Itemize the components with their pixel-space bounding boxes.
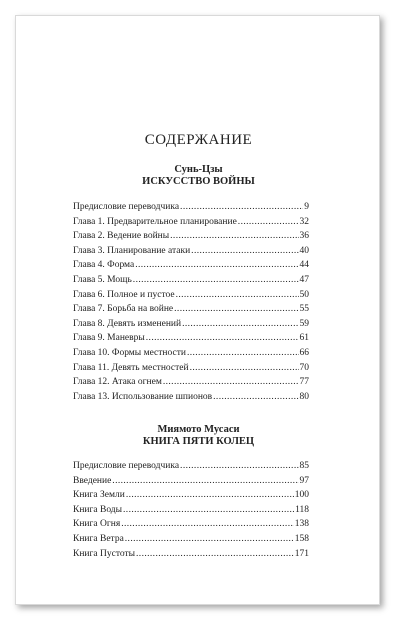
toc-entry — [73, 288, 309, 303]
toc-entry — [73, 302, 309, 317]
toc-entry-label: Глава 4. Форма — [73, 260, 135, 271]
toc-entry-label: Глава 9. Маневры — [73, 333, 145, 344]
toc-entry — [73, 346, 309, 361]
toc-entry-page: 70 — [299, 362, 309, 373]
toc-entry-label: Книга Земли — [73, 490, 125, 501]
toc-entry-label: Книга Воды — [73, 504, 123, 515]
toc-entry — [73, 517, 309, 532]
toc-entry-label: Глава 2. Ведение войны — [73, 231, 170, 242]
toc-entry-label: Глава 7. Борьба на войне — [73, 304, 174, 315]
toc-entry-page: 9 — [304, 202, 309, 212]
toc-dot-leader — [146, 331, 299, 346]
toc-dot-leader — [191, 244, 298, 259]
toc-entry — [73, 459, 309, 474]
toc-entry-label: Глава 10. Формы местности — [73, 347, 186, 358]
toc-entry-page: 44 — [299, 260, 309, 271]
toc-dot-leader — [135, 258, 298, 273]
toc-entry-label: Глава 13. Использование шпионов — [73, 391, 213, 402]
toc-dot-leader — [174, 302, 298, 317]
toc-entry-label: Предисловие переводчика — [73, 202, 180, 212]
toc-dot-leader — [180, 200, 303, 215]
toc-entry — [73, 361, 309, 376]
toc-entry-page: 158 — [294, 533, 309, 544]
toc-entry — [73, 317, 309, 332]
part2-title: КНИГА ПЯТИ КОЛЕЦ — [142, 436, 255, 447]
part2-toc-list — [73, 459, 309, 561]
toc-entry-page: 85 — [299, 461, 309, 471]
toc-entry-label: Предисловие переводчика — [73, 461, 180, 471]
toc-dot-leader — [170, 229, 298, 244]
toc-entry-page: 50 — [299, 289, 309, 300]
toc-dot-leader — [182, 317, 298, 332]
toc-entry-page: 40 — [299, 245, 309, 256]
toc-entry-label: Глава 8. Девять изменений — [73, 318, 182, 329]
toc-dot-leader — [133, 273, 299, 288]
part1-toc-list — [73, 200, 309, 404]
toc-entry-page: 36 — [299, 231, 309, 242]
toc-entry-label: Глава 5. Мощь — [73, 274, 132, 285]
part1-title: ИСКУССТВО ВОЙНЫ — [142, 176, 255, 187]
toc-entry-page: 32 — [299, 216, 309, 227]
toc-entry — [73, 532, 309, 547]
toc-entry — [73, 215, 309, 230]
toc-entry-page: 100 — [294, 490, 309, 501]
toc-dot-leader — [213, 390, 298, 405]
toc-entry — [73, 390, 309, 405]
toc-dot-leader — [123, 503, 294, 518]
toc-dot-leader — [238, 215, 299, 230]
toc-entry — [73, 547, 309, 562]
toc-entry — [73, 229, 309, 244]
toc-entry-page: 61 — [299, 333, 309, 344]
toc-dot-leader — [126, 488, 294, 503]
toc-entry-page: 77 — [299, 377, 309, 388]
toc-entry-label: Введение — [73, 475, 112, 486]
book-page — [15, 15, 380, 605]
toc-entry — [73, 488, 309, 503]
toc-dot-leader — [136, 547, 294, 562]
toc-dot-leader — [112, 474, 298, 489]
part2-author: Миямото Мусаси — [157, 424, 240, 435]
toc-entry — [73, 331, 309, 346]
toc-entry-label: Глава 11. Девять местностей — [73, 362, 189, 373]
toc-entry-page: 47 — [299, 274, 309, 285]
toc-entry-label: Книга Ветра — [73, 533, 124, 544]
toc-entry — [73, 244, 309, 259]
part1-author: Сунь-Цзы — [174, 164, 223, 175]
toc-entry — [73, 200, 309, 215]
toc-dot-leader — [121, 517, 294, 532]
toc-entry-page: 80 — [299, 391, 309, 402]
toc-dot-leader — [176, 288, 299, 303]
toc-entry-label: Глава 1. Предварительное планирование — [73, 216, 237, 227]
toc-entry-page: 97 — [299, 475, 309, 486]
toc-dot-leader — [187, 346, 299, 361]
toc-entry-page: 66 — [299, 347, 309, 358]
toc-dot-leader — [163, 375, 299, 390]
contents-heading: СОДЕРЖАНИЕ — [144, 132, 253, 148]
toc-entry-page: 118 — [295, 504, 309, 515]
toc-dot-leader — [190, 361, 299, 376]
toc-entry-label: Книга Пустоты — [73, 548, 136, 559]
toc-entry-page: 171 — [294, 548, 309, 559]
toc-dot-leader — [180, 459, 298, 474]
toc-entry — [73, 375, 309, 390]
toc-entry-label: Глава 3. Планирование атаки — [73, 245, 191, 256]
toc-entry-label: Глава 12. Атака огнем — [73, 377, 162, 388]
toc-entry-label: Книга Огня — [73, 519, 121, 530]
toc-entry-label: Глава 6. Полное и пустое — [73, 289, 175, 300]
toc-entry — [73, 503, 309, 518]
toc-entry-page: 59 — [299, 318, 309, 329]
toc-entry — [73, 273, 309, 288]
toc-entry — [73, 258, 309, 273]
toc-dot-leader — [125, 532, 294, 547]
toc-entry — [73, 474, 309, 489]
toc-entry-page: 55 — [299, 304, 309, 315]
toc-entry-page: 138 — [294, 519, 309, 530]
